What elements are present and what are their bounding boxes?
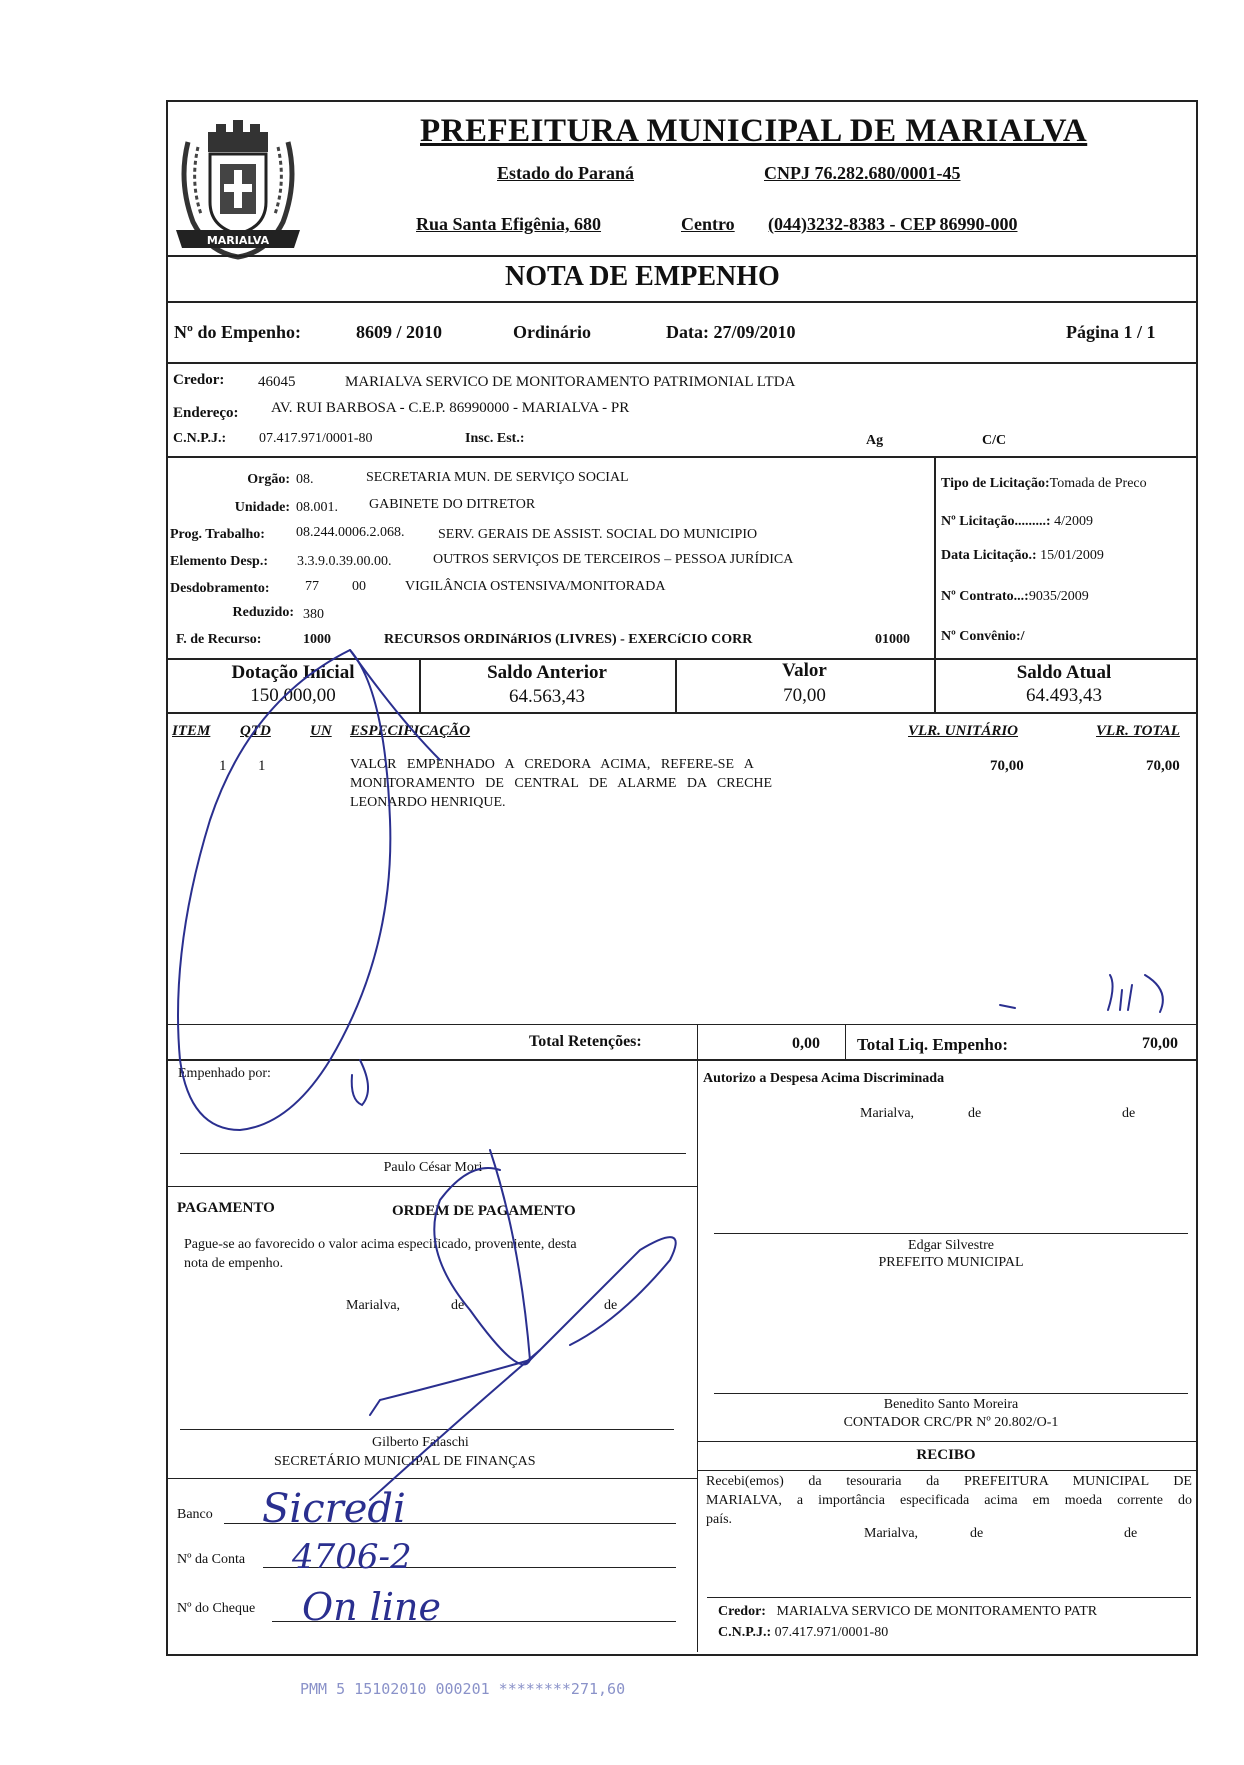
handwritten-banco: Sicredi <box>262 1486 406 1532</box>
data-licitacao: Data Licitação.: 15/01/2009 <box>941 548 1104 563</box>
item-desc-line1: VALOR EMPENHADO A CREDORA ACIMA, REFERE-SE A <box>350 757 754 772</box>
pagamento-de1: de <box>451 1298 465 1313</box>
desdobramento-code: 77 <box>305 579 319 594</box>
divider <box>845 1024 846 1059</box>
autorizo-de2: de <box>1122 1106 1136 1121</box>
banco-field-line <box>224 1523 676 1524</box>
desdobramento-value: VIGILÂNCIA OSTENSIVA/MONITORADA <box>405 579 666 594</box>
header-address: Rua Santa Efigênia, 680 <box>416 214 602 234</box>
divider <box>166 1059 1196 1061</box>
recurso-num: 01000 <box>875 632 910 647</box>
col-espec: ESPECIFICAÇÃO <box>350 723 471 739</box>
saldo-anterior-value: 64.563,43 <box>509 686 585 707</box>
recibo-de2: de <box>1124 1526 1138 1541</box>
empenho-label: Nº do Empenho: <box>174 322 301 342</box>
autorizo-de1: de <box>968 1106 982 1121</box>
recibo-de1: de <box>970 1526 984 1541</box>
total-retencoes-label: Total Retenções: <box>529 1033 642 1050</box>
item-vlr-total: 70,00 <box>1146 758 1180 774</box>
empenhado-signer: Paulo César Mori <box>383 1160 483 1175</box>
prog-value: SERV. GERAIS DE ASSIST. SOCIAL DO MUNICIPIO <box>438 527 758 542</box>
conta-label: Nº da Conta <box>177 1552 246 1567</box>
col-un: UN <box>310 723 332 739</box>
header-cnpj: CNPJ 76.282.680/0001-45 <box>764 163 961 183</box>
empenho-type: Ordinário <box>513 322 592 342</box>
empenho-date: Data: 27/09/2010 <box>666 322 796 342</box>
prefeito-name: Edgar Silvestre <box>908 1238 994 1253</box>
divider <box>697 1024 698 1059</box>
banco-label: Banco <box>177 1507 213 1522</box>
cnpj-value: 07.417.971/0001-80 <box>259 431 373 446</box>
header-phone-cep: (044)3232-8383 - CEP 86990-000 <box>768 214 1018 234</box>
unidade-code: 08.001. <box>296 500 338 515</box>
unidade-label: Unidade: <box>234 500 290 515</box>
valor-value: 70,00 <box>783 685 826 706</box>
signature-line <box>714 1393 1188 1394</box>
item-number: 1 <box>219 758 227 774</box>
recibo-city: Marialva, <box>864 1526 919 1541</box>
ordem-pagamento-label: ORDEM DE PAGAMENTO <box>392 1203 576 1219</box>
orgao-label: Orgão: <box>247 472 290 487</box>
elemento-label: Elemento Desp.: <box>170 554 268 569</box>
credor-name: MARIALVA SERVICO DE MONITORAMENTO PATRIMONIAL LTDA <box>345 374 796 390</box>
pagamento-city: Marialva, <box>346 1298 401 1313</box>
recibo-text1: Recebi(emos) da tesouraria da PREFEITURA MUNICIPAL DE <box>706 1474 1192 1489</box>
total-retencoes-value: 0,00 <box>792 1035 820 1052</box>
header-centro: Centro <box>681 214 735 234</box>
divider <box>166 1186 697 1187</box>
header-title: PREFEITURA MUNICIPAL DE MARIALVA <box>420 113 1088 149</box>
handwritten-cheque: On line <box>302 1585 441 1629</box>
dotacao-inicial-label: Dotação Inicial <box>231 662 355 683</box>
ag-label: Ag <box>866 433 884 448</box>
conta-field-line <box>263 1567 676 1568</box>
credor-code: 46045 <box>258 374 296 390</box>
handwritten-conta: 4706-2 <box>292 1537 412 1577</box>
signature-line <box>180 1153 686 1154</box>
total-liq-label: Total Liq. Empenho: <box>857 1035 1008 1054</box>
desdobramento-label: Desdobramento: <box>170 581 270 596</box>
pagamento-label: PAGAMENTO <box>177 1200 275 1216</box>
header-estado: Estado do Paraná <box>497 163 635 183</box>
item-desc-line3: LEONARDO HENRIQUE. <box>350 795 506 810</box>
divider <box>166 1024 1196 1025</box>
col-item: ITEM <box>172 723 211 739</box>
pagamento-text2: nota de empenho. <box>184 1256 284 1271</box>
cc-label: C/C <box>982 433 1007 448</box>
elemento-value: OUTROS SERVIÇOS DE TERCEIROS – PESSOA JURÍDICA <box>433 552 794 567</box>
credor-label: Credor: <box>173 372 225 388</box>
reduzido-label: Reduzido: <box>232 605 294 620</box>
endereco-label: Endereço: <box>173 405 239 421</box>
contrato: Nº Contrato...:9035/2009 <box>941 589 1089 604</box>
secretario-name: Gilberto Falaschi <box>372 1435 469 1450</box>
divider <box>934 457 936 659</box>
divider <box>166 456 1196 458</box>
saldo-anterior-label: Saldo Anterior <box>487 662 607 683</box>
divider <box>166 362 1196 364</box>
divider <box>166 301 1196 303</box>
total-liq-value: 70,00 <box>1142 1035 1178 1052</box>
insc-label: Insc. Est.: <box>465 431 525 446</box>
item-vlr-unit: 70,00 <box>990 758 1024 774</box>
valor-label: Valor <box>782 660 827 681</box>
prog-code: 08.244.0006.2.068. <box>296 525 405 540</box>
divider <box>707 1597 1191 1598</box>
recurso-code: 1000 <box>303 632 331 647</box>
orgao-code: 08. <box>296 472 314 487</box>
empenhado-label: Empenhado por: <box>178 1066 271 1081</box>
col-vlr-unit: VLR. UNITÁRIO <box>908 723 1019 739</box>
empenho-number: 8609 / 2010 <box>356 322 443 342</box>
col-qtd: QTD <box>240 723 271 739</box>
processing-stamp: PMM 5 15102010 000201 ********271,60 <box>300 1680 626 1698</box>
desdobramento-sub: 00 <box>352 579 366 594</box>
divider <box>697 1059 698 1652</box>
signature-line <box>180 1429 674 1430</box>
autorizo-label: Autorizo a Despesa Acima Discriminada <box>703 1071 945 1086</box>
recibo-label: RECIBO <box>916 1447 976 1463</box>
autorizo-city: Marialva, <box>860 1106 915 1121</box>
saldo-atual-value: 64.493,43 <box>1026 685 1102 706</box>
cheque-field-line <box>272 1621 676 1622</box>
saldo-atual-label: Saldo Atual <box>1016 662 1112 683</box>
divider <box>697 1441 1196 1442</box>
orgao-value: SECRETARIA MUN. DE SERVIÇO SOCIAL <box>366 470 629 485</box>
unidade-value: GABINETE DO DITRETOR <box>369 497 536 512</box>
endereco-value: AV. RUI BARBOSA - C.E.P. 86990000 - MARIALVA - PR <box>271 400 630 416</box>
coat-of-arms-text: MARIALVA <box>206 234 270 247</box>
prog-label: Prog. Trabalho: <box>170 527 265 542</box>
prefeito-role: PREFEITO MUNICIPAL <box>878 1255 1024 1270</box>
signature-line <box>714 1233 1188 1234</box>
divider <box>166 712 1196 714</box>
item-qtd: 1 <box>258 758 266 774</box>
cnpj-label: C.N.P.J.: <box>173 431 227 446</box>
contador-role: CONTADOR CRC/PR Nº 20.802/O-1 <box>843 1415 1059 1430</box>
item-desc-line2: MONITORAMENTO DE CENTRAL DE ALARME DA CRECHE <box>350 776 773 791</box>
tipo-licitacao: Tipo de Licitação:Tomada de Preco <box>941 476 1147 491</box>
pagamento-text1: Pague-se ao favorecido o valor acima especificado, proveniente, desta <box>184 1237 577 1252</box>
coat-of-arms-logo <box>168 102 308 262</box>
divider <box>166 1478 697 1479</box>
recibo-cnpj: C.N.P.J.: 07.417.971/0001-80 <box>718 1625 889 1640</box>
pagamento-de2: de <box>604 1298 618 1313</box>
page-number: Página 1 / 1 <box>1066 322 1156 342</box>
num-licitacao: Nº Licitação.........: 4/2009 <box>941 514 1093 529</box>
recibo-text2: MARIALVA, a importância especificada acima em moeda corrente do <box>706 1493 1192 1508</box>
recurso-value: RECURSOS ORDINáRIOS (LIVRES) - EXERCíCIO CORR <box>384 632 753 647</box>
recibo-text3: país. <box>706 1512 733 1527</box>
reduzido-value: 380 <box>303 607 324 622</box>
secretario-role: SECRETÁRIO MUNICIPAL DE FINANÇAS <box>274 1454 536 1469</box>
contador-name: Benedito Santo Moreira <box>883 1397 1019 1412</box>
elemento-code: 3.3.9.0.39.00.00. <box>297 554 392 569</box>
col-vlr-total: VLR. TOTAL <box>1096 723 1180 739</box>
doc-title: NOTA DE EMPENHO <box>505 261 780 292</box>
recurso-label: F. de Recurso: <box>176 632 262 647</box>
cheque-label: Nº do Cheque <box>177 1601 256 1616</box>
recibo-credor: Credor: MARIALVA SERVICO DE MONITORAMENTO PATR <box>718 1604 1098 1619</box>
convenio: Nº Convênio:/ <box>941 629 1025 644</box>
dotacao-inicial-value: 150.000,00 <box>250 685 336 706</box>
divider <box>166 255 1196 257</box>
divider <box>697 1470 1196 1471</box>
